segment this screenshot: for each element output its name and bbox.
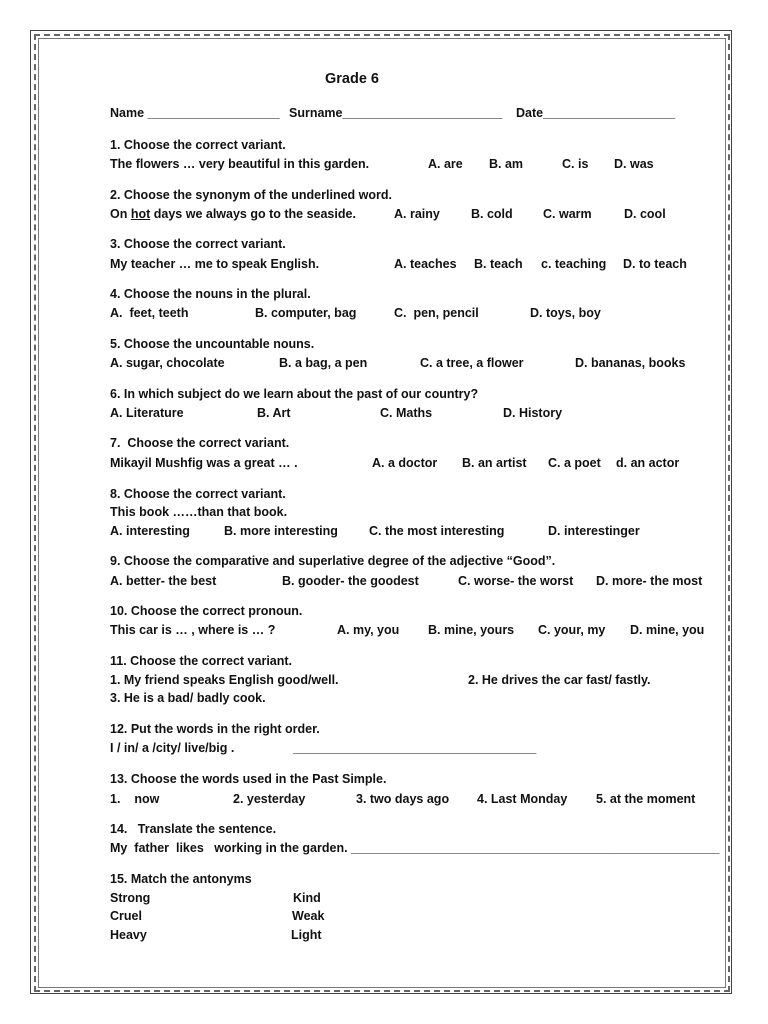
q3-sentence: My teacher … me to speak English. — [110, 257, 320, 271]
q4-option-d: D. toys, boy — [530, 306, 601, 320]
q1-sentence: The flowers … very beautiful in this garden. — [110, 157, 370, 171]
q2-option-b: B. cold — [471, 207, 513, 221]
q12-answer-blank[interactable]: ___________________________________ — [293, 741, 537, 755]
q9-option-d: D. more- the most — [596, 574, 703, 588]
q6-option-b: B. Art — [257, 406, 291, 420]
q7-option-a: A. a doctor — [372, 456, 438, 470]
q2-option-d: D. cool — [624, 207, 666, 221]
q15-right-word: Light — [291, 928, 322, 942]
q12-prompt: 12. Put the words in the right order. — [110, 722, 320, 736]
q15-left-word: Strong — [110, 891, 151, 905]
q10-sentence: This car is … , where is … ? — [110, 623, 276, 637]
q13-option-5: 5. at the moment — [596, 792, 696, 806]
q11-item-2: 2. He drives the car fast/ fastly. — [468, 673, 651, 687]
q11-prompt: 11. Choose the correct variant. — [110, 654, 293, 668]
q12-sentence: I / in/ a /city/ live/big . — [110, 741, 235, 755]
q8-option-a: A. interesting — [110, 524, 190, 538]
q2-sentence-after: days we always go to the seaside. — [150, 207, 356, 221]
q2-underlined-word: hot — [130, 207, 151, 221]
q7-sentence: Mikayil Mushfig was a great … . — [110, 456, 298, 470]
surname-field[interactable]: Surname_______________________ — [289, 106, 503, 120]
q4-prompt: 4. Choose the nouns in the plural. — [110, 287, 311, 301]
q7-prompt: 7. Choose the correct variant. — [110, 436, 290, 450]
q6-option-d: D. History — [503, 406, 563, 420]
q10-option-b: B. mine, yours — [428, 623, 515, 637]
page-title: Grade 6 — [325, 71, 379, 87]
q14-prompt: 14. Translate the sentence. — [110, 822, 277, 836]
q2-sentence — [110, 207, 356, 222]
q13-option-3: 3. two days ago — [356, 792, 450, 806]
q2-prompt: 2. Choose the synonym of the underlined word. — [110, 188, 392, 202]
q6-prompt: 6. In which subject do we learn about the past of our country? — [110, 387, 479, 401]
q8-sentence: This book ……than that book. — [110, 505, 288, 519]
q13-option-2: 2. yesterday — [233, 792, 306, 806]
q6-option-c: C. Maths — [380, 406, 433, 420]
q1-option-c: C. is — [562, 157, 589, 171]
q1-option-d: D. was — [614, 157, 654, 171]
q7-option-b: B. an artist — [462, 456, 527, 470]
q10-option-d: D. mine, you — [630, 623, 705, 637]
q4-option-b: B. computer, bag — [255, 306, 357, 320]
q5-option-d: D. bananas, books — [575, 356, 686, 370]
q7-option-d: d. an actor — [616, 456, 680, 470]
q2-sentence-before: On — [110, 207, 131, 221]
name-field[interactable]: Name ___________________ — [110, 106, 280, 120]
q13-option-1: 1. now — [110, 792, 160, 806]
q8-prompt: 8. Choose the correct variant. — [110, 487, 286, 501]
q8-option-b: B. more interesting — [224, 524, 338, 538]
q10-prompt: 10. Choose the correct pronoun. — [110, 604, 303, 618]
q4-option-c: C. pen, pencil — [394, 306, 479, 320]
q1-option-a: A. are — [428, 157, 463, 171]
q15-left-word: Cruel — [110, 909, 142, 923]
q14-sentence[interactable]: My father likes working in the garden. _____________________________________________________ — [110, 841, 720, 855]
q10-option-c: C. your, my — [538, 623, 606, 637]
q15-left-word: Heavy — [110, 928, 147, 942]
q3-option-c: c. teaching — [541, 257, 607, 271]
q5-option-b: B. a bag, a pen — [279, 356, 368, 370]
q10-option-a: A. my, you — [337, 623, 400, 637]
q4-option-a: A. feet, teeth — [110, 306, 189, 320]
q2-option-a: A. rainy — [394, 207, 440, 221]
q9-option-b: B. gooder- the goodest — [282, 574, 419, 588]
date-field[interactable]: Date___________________ — [516, 106, 676, 120]
q7-option-c: C. a poet — [548, 456, 601, 470]
q1-prompt: 1. Choose the correct variant. — [110, 138, 286, 152]
q5-option-c: C. a tree, a flower — [420, 356, 524, 370]
q3-option-a: A. teaches — [394, 257, 457, 271]
q1-option-b: B. am — [489, 157, 524, 171]
q13-option-4: 4. Last Monday — [477, 792, 568, 806]
q9-option-c: C. worse- the worst — [458, 574, 574, 588]
q2-option-c: C. warm — [543, 207, 592, 221]
q11-item-1: 1. My friend speaks English good/well. — [110, 673, 339, 687]
q9-prompt: 9. Choose the comparative and superlative degree of the adjective “Good”. — [110, 554, 556, 568]
q11-item-3: 3. He is a bad/ badly cook. — [110, 691, 266, 705]
q3-prompt: 3. Choose the correct variant. — [110, 237, 286, 251]
q6-option-a: A. Literature — [110, 406, 184, 420]
q15-right-word: Weak — [292, 909, 325, 923]
q8-option-d: D. interestinger — [548, 524, 640, 538]
q15-right-word: Kind — [293, 891, 321, 905]
q15-prompt: 15. Match the antonyms — [110, 872, 252, 886]
q3-option-d: D. to teach — [623, 257, 687, 271]
q3-option-b: B. teach — [474, 257, 523, 271]
q5-prompt: 5. Choose the uncountable nouns. — [110, 337, 315, 351]
q13-prompt: 13. Choose the words used in the Past Simple. — [110, 772, 387, 786]
q5-option-a: A. sugar, chocolate — [110, 356, 225, 370]
q9-option-a: A. better- the best — [110, 574, 217, 588]
q8-option-c: C. the most interesting — [369, 524, 505, 538]
